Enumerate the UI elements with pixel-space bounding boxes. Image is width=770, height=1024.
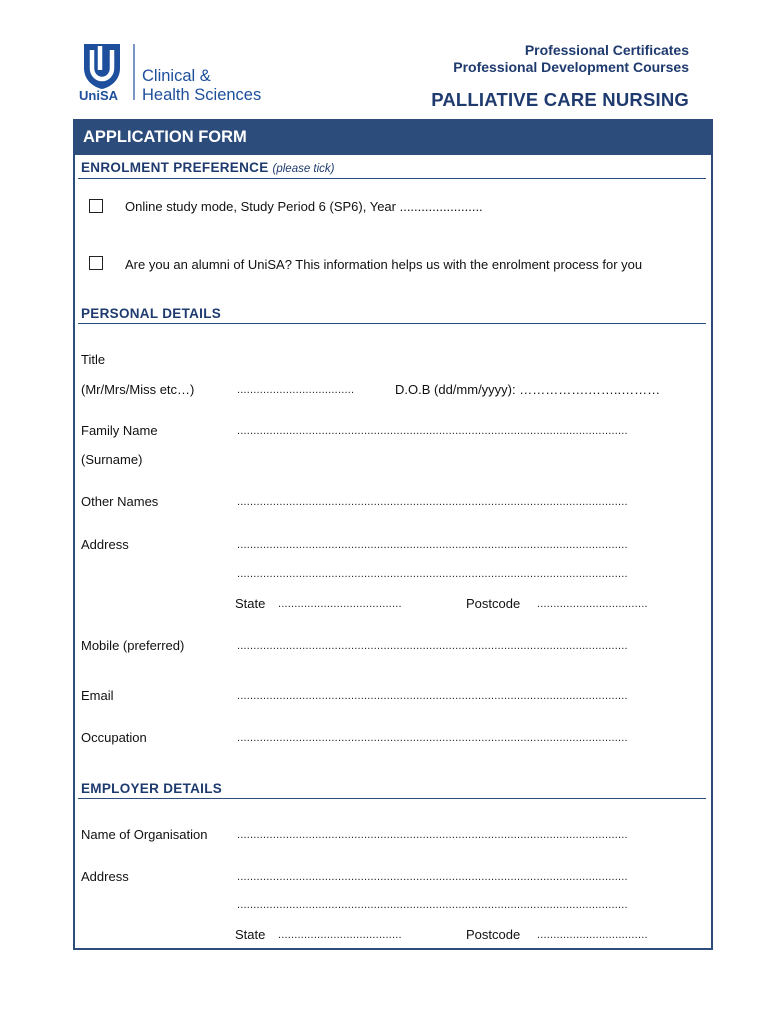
online-study-label: Online study mode, Study Period 6 (SP6), Year ....................... bbox=[125, 199, 483, 214]
logo-division-line2: Health Sciences bbox=[142, 86, 262, 104]
title-hint: (Mr/Mrs/Miss etc…) bbox=[81, 382, 195, 397]
email-label: Email bbox=[81, 688, 114, 703]
header-line1: Professional Certificates bbox=[524, 42, 689, 58]
employer-rule bbox=[78, 798, 706, 799]
unisa-shield-icon bbox=[78, 40, 278, 106]
mobile-field[interactable]: ........................................................................................................................ bbox=[237, 640, 628, 652]
address-line1-field[interactable]: ........................................................................................................................ bbox=[237, 539, 628, 551]
employer-state-field[interactable]: ...................................... bbox=[278, 929, 402, 941]
alumni-checkbox[interactable] bbox=[89, 256, 103, 270]
title-field[interactable]: .................................... bbox=[237, 384, 355, 396]
enrolment-heading bbox=[81, 160, 335, 175]
online-study-checkbox[interactable] bbox=[89, 199, 103, 213]
title-label: Title bbox=[81, 352, 106, 367]
employer-address-line1-field[interactable]: ........................................................................................................................ bbox=[237, 871, 628, 883]
dob-field[interactable]: D.O.B (dd/mm/yyyy): …………….……..……… bbox=[395, 382, 661, 397]
form-title: APPLICATION FORM bbox=[83, 128, 247, 146]
employer-heading: EMPLOYER DETAILS bbox=[81, 781, 223, 796]
occupation-label: Occupation bbox=[81, 730, 147, 745]
enrolment-heading-text: ENROLMENT PREFERENCE bbox=[81, 160, 269, 175]
personal-heading: PERSONAL DETAILS bbox=[81, 306, 222, 321]
alumni-label: Are you an alumni of UniSA? This information helps us with the enrolment process for you bbox=[125, 257, 643, 272]
employer-address-line2-field[interactable]: ........................................................................................................................ bbox=[237, 899, 628, 911]
employer-postcode-label: Postcode bbox=[466, 927, 521, 942]
family-name-field[interactable]: ........................................................................................................................ bbox=[237, 425, 628, 437]
family-name-label: Family Name bbox=[81, 423, 158, 438]
unisa-logo bbox=[78, 40, 278, 106]
state-field[interactable]: ...................................... bbox=[278, 598, 402, 610]
address-label: Address bbox=[81, 537, 129, 552]
postcode-label: Postcode bbox=[466, 596, 521, 611]
organisation-label: Name of Organisation bbox=[81, 827, 208, 842]
logo-brand: UniSA bbox=[79, 88, 118, 103]
organisation-field[interactable]: ........................................................................................................................ bbox=[237, 829, 628, 841]
employer-postcode-field[interactable]: .................................. bbox=[537, 929, 648, 941]
email-field[interactable]: ........................................................................................................................ bbox=[237, 690, 628, 702]
personal-rule bbox=[78, 323, 706, 324]
occupation-field[interactable]: ........................................................................................................................ bbox=[237, 732, 628, 744]
logo-division-line1: Clinical & bbox=[142, 67, 211, 85]
employer-address-label: Address bbox=[81, 869, 129, 884]
page-title: PALLIATIVE CARE NURSING bbox=[431, 89, 689, 110]
other-names-field[interactable]: ........................................................................................................................ bbox=[237, 496, 628, 508]
postcode-field[interactable]: .................................. bbox=[537, 598, 648, 610]
employer-state-label: State bbox=[235, 927, 266, 942]
state-label: State bbox=[235, 596, 266, 611]
other-names-label: Other Names bbox=[81, 494, 159, 509]
mobile-label: Mobile (preferred) bbox=[81, 638, 185, 653]
form-title-bar bbox=[75, 121, 711, 155]
enrolment-rule bbox=[78, 178, 706, 179]
address-line2-field[interactable]: ........................................................................................................................ bbox=[237, 568, 628, 580]
header-line2: Professional Development Courses bbox=[453, 59, 689, 75]
surname-hint: (Surname) bbox=[81, 452, 143, 467]
enrolment-note: (please tick) bbox=[272, 163, 335, 175]
application-form-frame bbox=[73, 119, 713, 950]
